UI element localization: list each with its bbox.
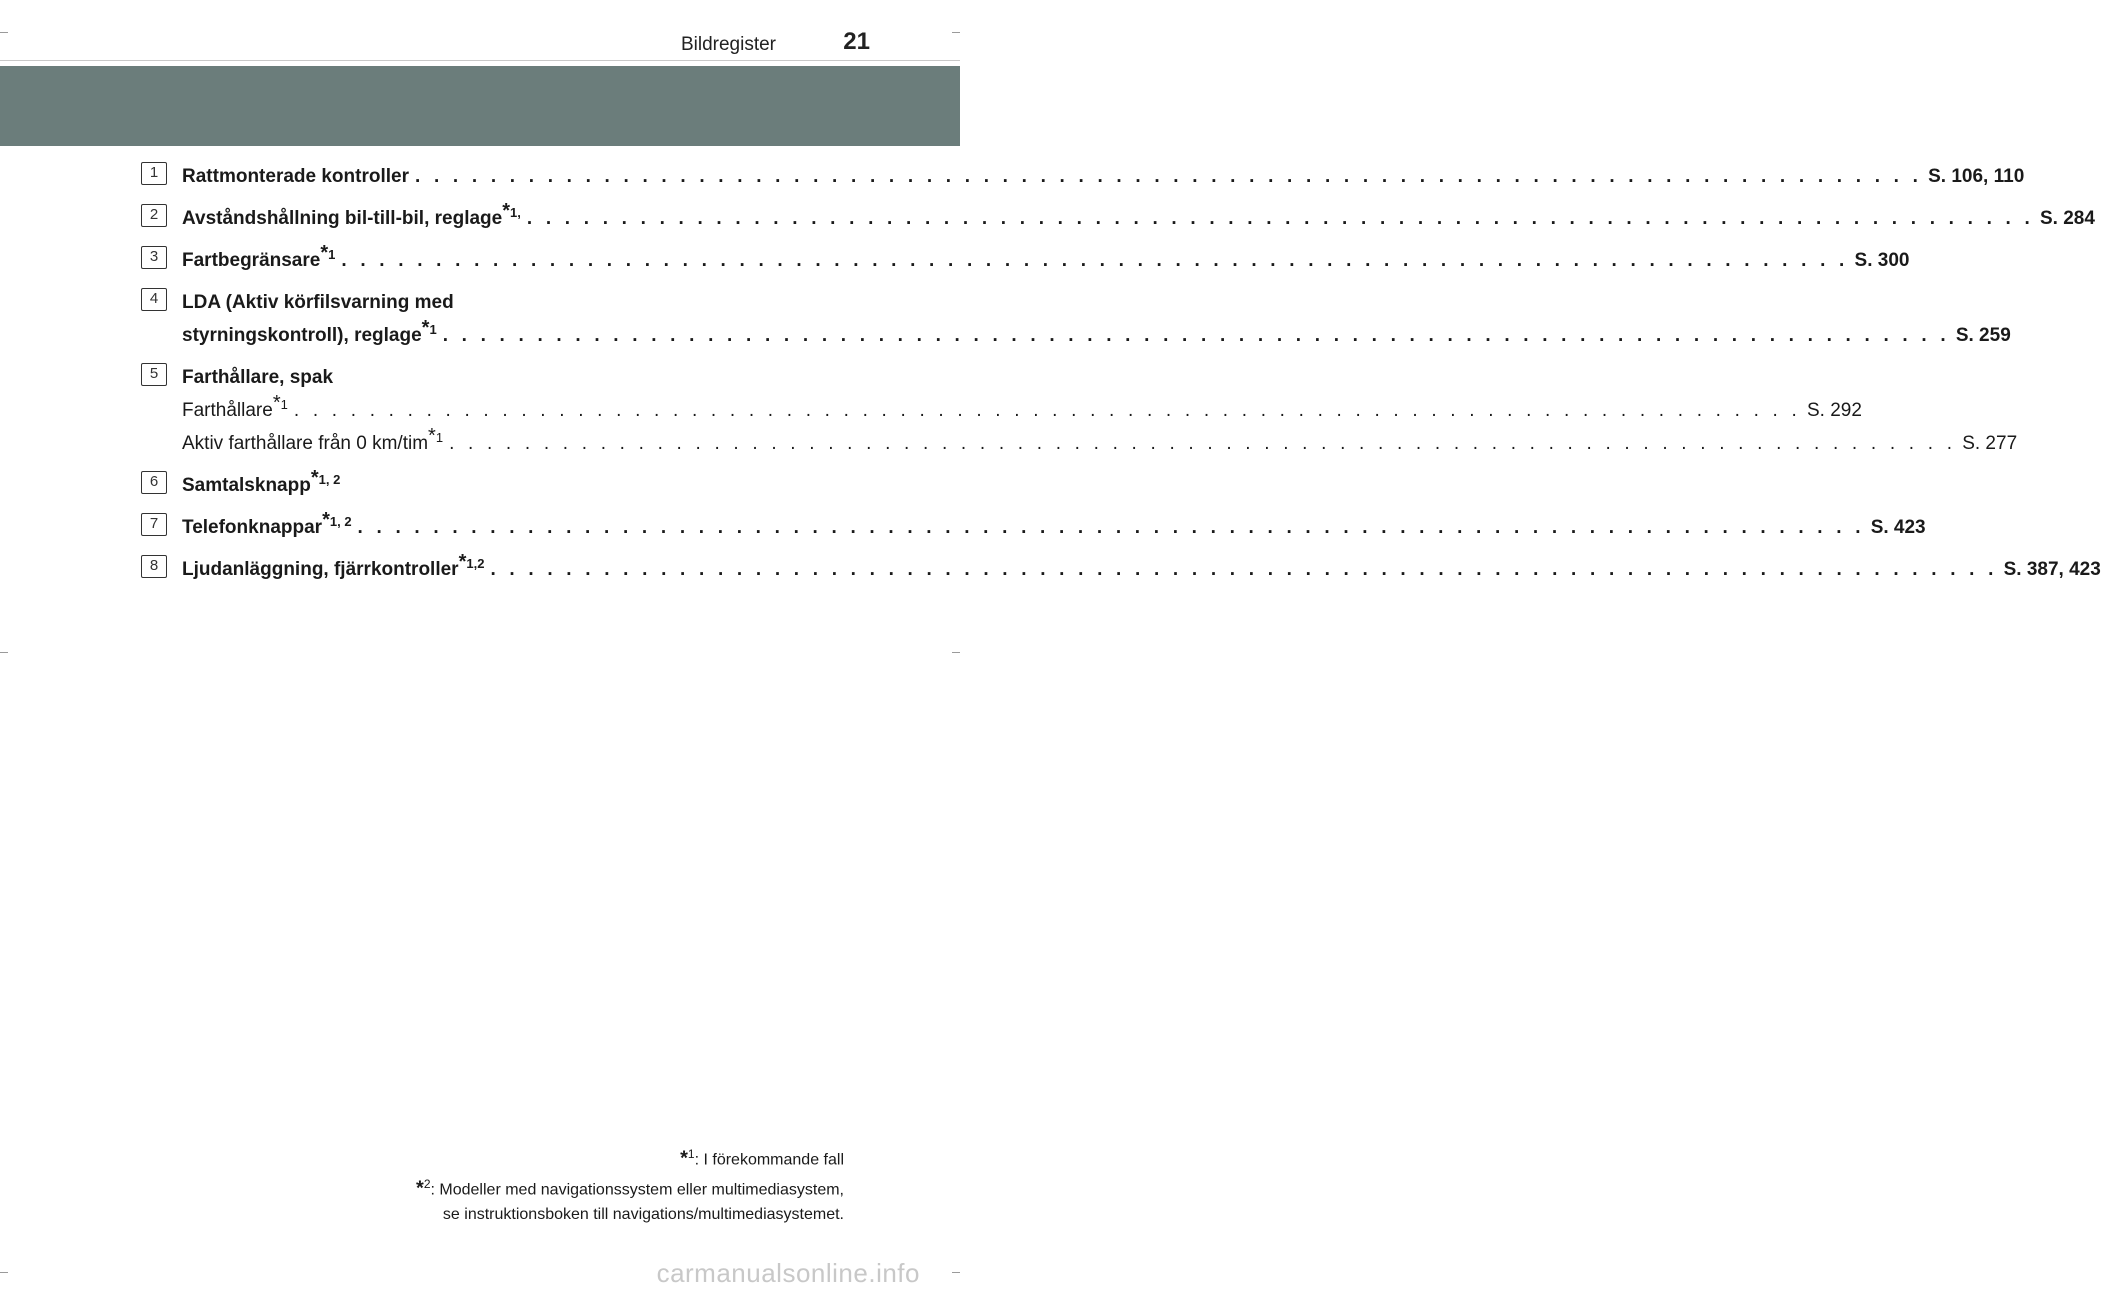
index-entry — [141, 199, 2095, 235]
page-reference: S. 284 — [2040, 208, 2095, 229]
entry-line — [182, 424, 2018, 460]
index-entry — [141, 286, 2011, 352]
footnote-ref — [310, 466, 341, 489]
index-entry — [141, 550, 2101, 586]
page-reference: S. 259 — [1955, 325, 2011, 346]
index-entry — [141, 160, 2025, 193]
asterisk: * — [680, 1147, 688, 1170]
footnote-ref-number: 1,2 — [466, 555, 485, 571]
footnote-ref — [502, 199, 521, 222]
entry-line — [182, 160, 2025, 193]
crop-mark — [0, 32, 8, 33]
item-number-badge: 4 — [141, 288, 167, 311]
footnotes — [416, 1142, 844, 1227]
leader-dots: . . . . . . . . . . . . . . . . . . . . . . . . . . . . . . . . . . . . . . . . . . . . . . . . . . . . . . . . . . . . . . . . . . . . . . . . . . . . . . . . — [414, 166, 1923, 187]
page-number: 21 — [843, 28, 870, 55]
entry-line — [182, 199, 2095, 235]
entry-label-text: Rattmonterade kontroller — [182, 166, 409, 187]
entry-label — [182, 466, 341, 502]
entry-line — [182, 391, 1862, 427]
entry-line: Farthållare, spak — [182, 367, 334, 388]
item-number-badge: 8 — [141, 555, 167, 578]
item-number-badge: 3 — [141, 246, 167, 269]
watermark: carmanualsonline.info — [656, 1258, 920, 1288]
item-number-badge: 6 — [141, 471, 167, 494]
crop-mark — [952, 1272, 960, 1273]
crop-mark — [0, 1272, 8, 1273]
entry-line — [182, 466, 806, 502]
footnote-ref — [322, 508, 352, 531]
asterisk: * — [421, 316, 430, 339]
leader-dots: . . . . . . . . . . . . . . . . . . . . . . . . . . . . . . . . . . . . . . . . . . . . . . . . . . . . . . . . . . . . . . . . . . . . . . . . . . . . . . . . — [442, 325, 1950, 346]
entry-label-text: Ljudanläggning, fjärrkontroller — [182, 559, 459, 580]
leader-dots: . . . . . . . . . . . . . . . . . . . . . . . . . . . . . . . . . . . . . . . . . . . . . . . . . . . . . . . . . . . . . . . . . . . . . . . . . . . . . . . . — [357, 517, 1865, 538]
item-number-badge: 1 — [141, 162, 167, 185]
header-divider — [0, 60, 960, 61]
crop-mark — [0, 652, 8, 653]
footnote-ref-number: 1, 2 — [318, 471, 341, 487]
page-reference: S. 423 — [1870, 517, 1926, 538]
asterisk: * — [416, 1177, 424, 1200]
leader-dots: . . . . . . . . . . . . . . . . . . . . . . . . . . . . . . . . . . . . . . . . . . . . . . . . . . . . . . . . . . . . . . . . . . . . . . . . . . . . . . . . — [449, 433, 1957, 454]
index-entry — [141, 361, 2018, 460]
asterisk: * — [428, 424, 436, 447]
footnote-2-continued: se instruktionsboken till navigations/multimediasystemet. — [442, 1205, 844, 1223]
index-entry — [141, 508, 1926, 544]
asterisk: * — [272, 391, 281, 414]
item-number-badge: 2 — [141, 204, 167, 227]
entry-line — [182, 316, 2011, 352]
entry-label — [182, 424, 444, 460]
asterisk: * — [310, 466, 319, 489]
footnote-ref — [421, 316, 437, 339]
entry-label-text: Telefonknappar — [182, 517, 323, 538]
footnote-ref-number: 1, — [510, 204, 521, 220]
footnote-ref — [272, 391, 288, 414]
entry-label-text: Fartbegränsare — [182, 250, 321, 271]
page-reference: S. 387, 423 — [2003, 559, 2101, 580]
asterisk: * — [502, 199, 511, 222]
entry-label-text: Avståndshållning bil-till-bil, reglage — [182, 208, 503, 229]
footnote-ref-number: 1 — [435, 429, 444, 445]
footnote-ref-number: 1 — [429, 321, 437, 337]
entry-label — [182, 508, 352, 544]
entry-line — [182, 508, 1926, 544]
crop-mark — [952, 652, 960, 653]
leader-dots: . . . . . . . . . . . . . . . . . . . . . . . . . . . . . . . . . . . . . . . . . . . . . . . . . . . . . . . . . . . . . . . . . . . . . . . . . . . . . . . . — [526, 208, 2034, 229]
asterisk: * — [320, 241, 329, 264]
entry-label-text: Samtalsknapp — [182, 475, 311, 496]
leader-dots: . . . . . . . . . . . . . . . . . . . . . . . . . . . . . . . . . . . . . . . . . . . . . . . . . . . . . . . . . . . . . . . . . . . . . . . . . . . . . . . . — [490, 559, 1998, 580]
footnote-ref — [458, 550, 485, 573]
index-entries — [141, 160, 2101, 595]
item-number-badge: 5 — [141, 363, 167, 386]
index-entry — [141, 466, 806, 502]
entry-line: LDA (Aktiv körfilsvarning med — [182, 292, 454, 313]
entry-label-text: styrningskontroll), reglage — [182, 325, 422, 346]
entry-label — [182, 160, 409, 193]
entry-label — [182, 199, 521, 235]
footnote-1: *$^1$: I förekommande fall — [680, 1147, 844, 1170]
leader-dots: . . . . . . . . . . . . . . . . . . . . . . . . . . . . . . . . . . . . . . . . . . . . . . . . . . . . . . . . . . . . . . . . . . . . . . . . . . . . . . . . — [341, 250, 1849, 271]
entry-label-text: Aktiv farthållare från 0 km/tim — [182, 433, 429, 454]
entry-label — [182, 316, 437, 352]
asterisk: * — [322, 508, 330, 531]
entry-line — [182, 241, 1910, 277]
index-entry — [141, 241, 1910, 277]
page-header — [0, 0, 960, 66]
entry-label — [182, 241, 336, 277]
footnote-ref — [428, 424, 444, 447]
entry-label — [182, 550, 485, 586]
item-number-badge: 7 — [141, 513, 167, 536]
page-reference: S. 277 — [1962, 433, 2018, 454]
entry-label-text: Farthållare — [182, 400, 273, 421]
entry-label — [182, 391, 288, 427]
header-band — [0, 66, 960, 146]
crop-mark — [952, 32, 960, 33]
footnote-ref-number: 1 — [280, 396, 288, 412]
section-title: Bildregister — [680, 34, 776, 55]
footnote-ref — [320, 241, 336, 264]
entry-line — [182, 550, 2101, 586]
asterisk: * — [458, 550, 467, 573]
leader-dots: . . . . . . . . . . . . . . . . . . . . . . . . . . . . . . . . . . . . . . . . . . . . . . . . . . . . . . . . . . . . . . . . . . . . . . . . . . . . . . . . — [293, 400, 1801, 421]
footnote-ref-number: 1 — [328, 246, 336, 262]
footnote-2: *$^2$: Modeller med navigationssystem eller multimediasystem, — [416, 1177, 844, 1200]
page-reference: S. 300 — [1854, 250, 1910, 271]
page-reference: S. 106, 110 — [1928, 166, 2025, 187]
page-reference: S. 292 — [1807, 400, 1862, 421]
footnote-ref-number: 1, 2 — [329, 513, 352, 529]
